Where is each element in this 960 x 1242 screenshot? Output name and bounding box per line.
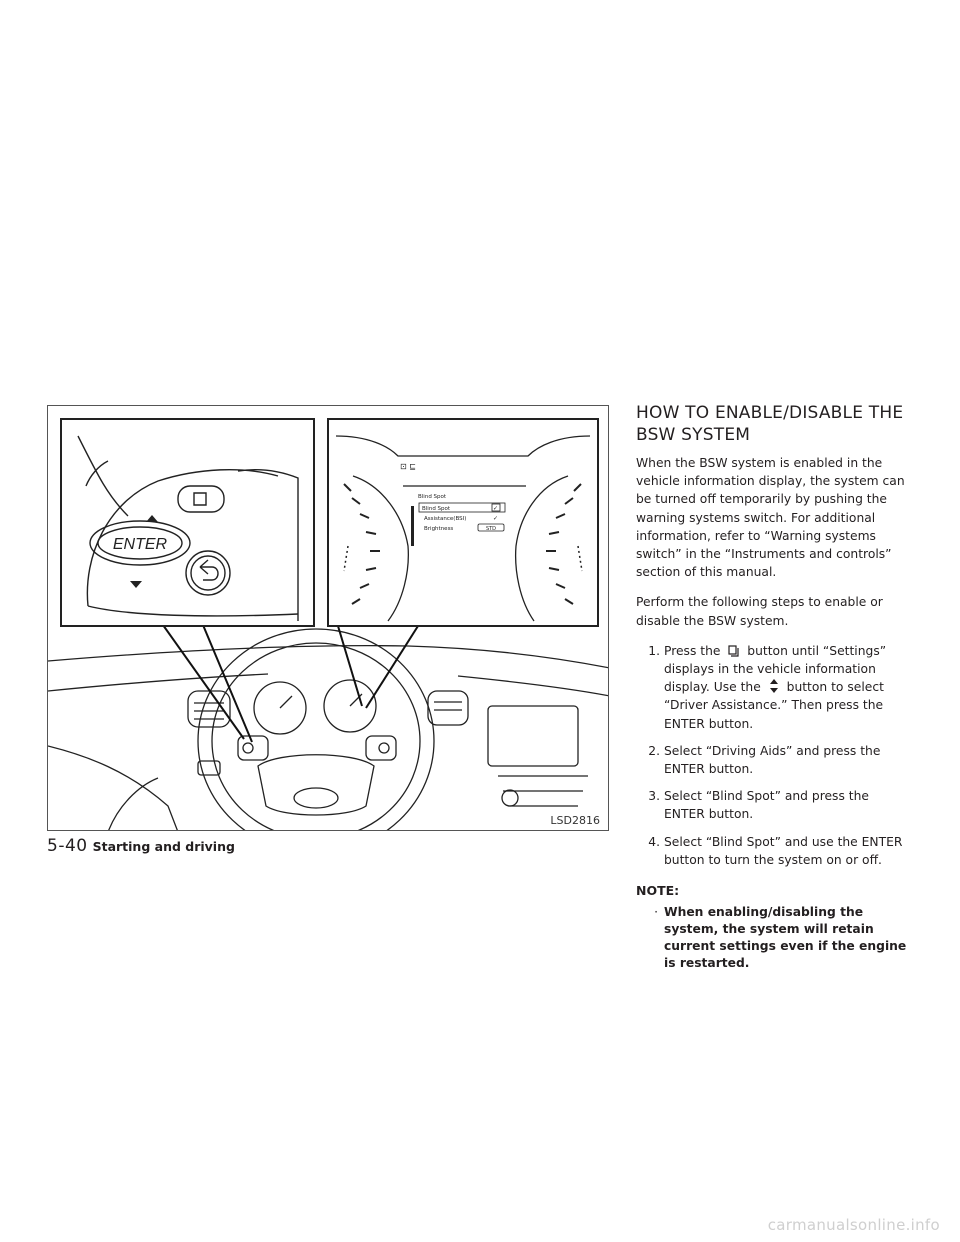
steps-list — [636, 642, 908, 869]
page-footer — [47, 836, 235, 856]
display-check-icon: ✓ — [493, 505, 499, 512]
step-number: 1. — [648, 643, 660, 658]
step-number: 4. — [648, 834, 660, 849]
menu-button-icon — [728, 645, 739, 657]
watermark: carmanualsonline.info — [767, 1216, 940, 1234]
step-item — [636, 787, 908, 823]
display-brightness-value: STD — [485, 526, 497, 532]
step-text-part: Press the — [664, 643, 721, 658]
page-number: 5-40 — [47, 836, 88, 856]
step-number: 3. — [648, 789, 660, 804]
enter-button-label: ENTER — [112, 536, 168, 553]
lead-paragraph: Perform the following steps to enable or disable the BSW system. — [636, 595, 883, 628]
step-text-part: button to select “Driver Assistance.” Then press the ENTER button. — [664, 680, 884, 731]
steering-wheel-illustration — [48, 406, 609, 831]
illustration-figure — [47, 405, 609, 831]
text-column — [636, 402, 908, 972]
step-item — [636, 742, 908, 778]
display-menu-item-brightness: Brightness — [424, 526, 454, 532]
intro-paragraph: When the BSW system is enabled in the vehicle information display, the system can be turned off temporarily by pushing the warning systems switch. For additional information, refer to “Warning systems switch” in the “Instruments and controls” section of this manual. — [636, 456, 905, 580]
step-item — [636, 833, 908, 869]
display-icons: ⊡ ⊑ — [400, 462, 416, 471]
note-bullet: · — [654, 905, 658, 920]
note-item — [636, 904, 908, 972]
step-number: 2. — [648, 743, 660, 758]
up-down-arrow-icon — [769, 679, 779, 693]
step-text: Select “Blind Spot” and use the ENTER button to turn the system on or off. — [664, 834, 903, 867]
step-text: Select “Blind Spot” and press the ENTER button. — [664, 789, 869, 822]
display-menu-item-assistance: Assistance(BSI) — [424, 516, 467, 522]
step-text — [664, 642, 908, 733]
figure-code: LSD2816 — [550, 814, 600, 827]
display-check-icon: ✓ — [493, 515, 499, 522]
footer-section-name: Starting and driving — [92, 839, 235, 854]
step-item — [636, 642, 908, 733]
note-label: NOTE: — [636, 883, 680, 899]
step-text-part: button until “Settings” displays in the vehicle information display. Use the — [664, 643, 887, 695]
note-text: When enabling/disabling the system, the system will retain current settings even if the engine is restarted. — [664, 905, 907, 971]
section-heading: HOW TO ENABLE/DISABLE THE BSW SYSTEM — [636, 403, 904, 445]
step-text: Select “Driving Aids” and press the ENTER button. — [664, 743, 881, 777]
display-title: Blind Spot — [418, 494, 447, 500]
display-menu-item-blind-spot: Blind Spot — [422, 506, 451, 512]
